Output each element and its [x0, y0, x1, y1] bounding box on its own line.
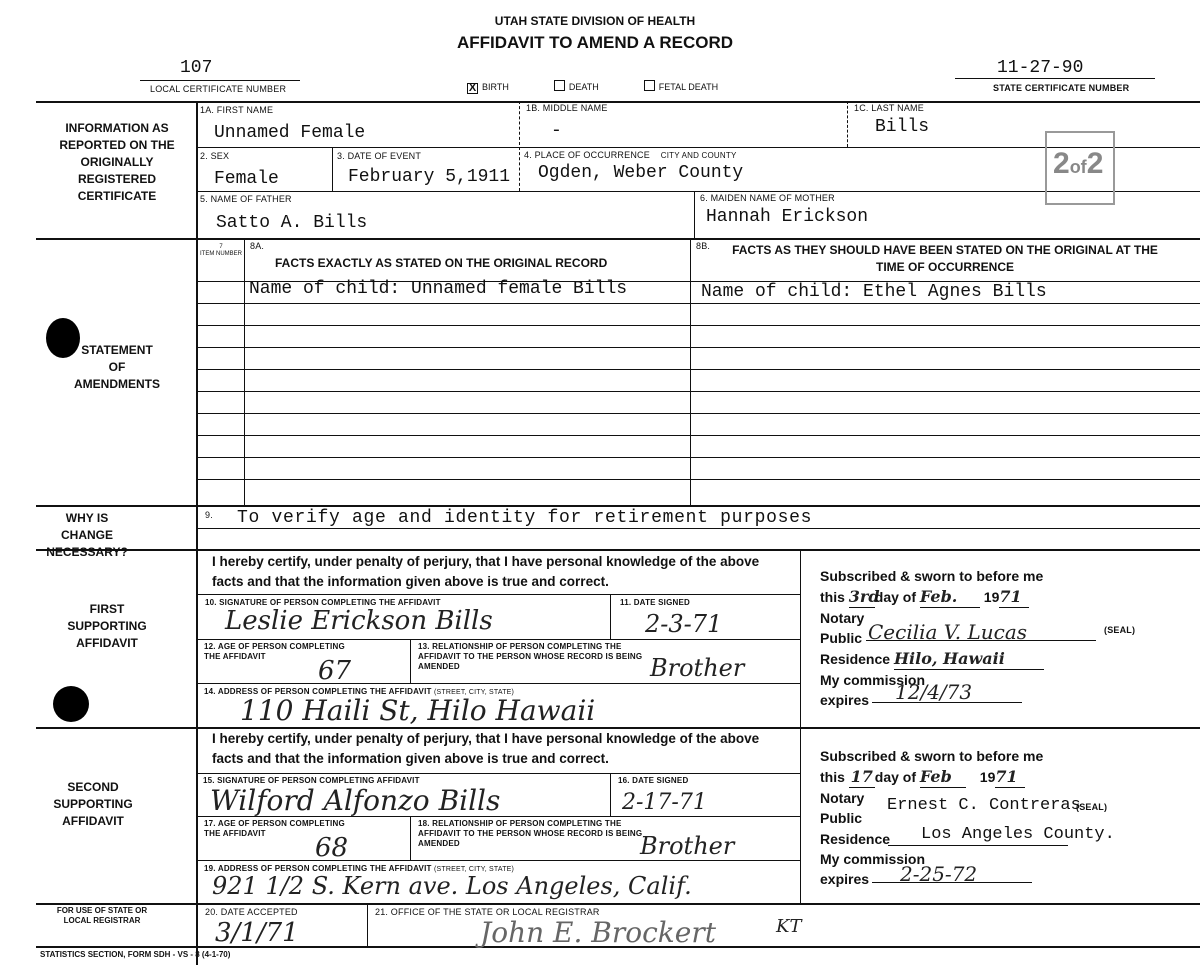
second-age-top [196, 816, 800, 817]
amend-row-line-7 [196, 435, 1200, 436]
first-affidavit-label: FIRST SUPPORTING AFFIDAVIT [67, 602, 147, 650]
sex-value: Female [214, 169, 279, 189]
col-a-number: 8A. [250, 241, 265, 251]
local-cert-label: LOCAL CERTIFICATE NUMBER [150, 84, 287, 94]
date-of-event-label: 3. DATE OF EVENT [337, 151, 422, 161]
second-signature: Wilford Alfonzo Bills [210, 784, 501, 817]
registrar-office-label: 21. OFFICE OF THE STATE OR LOCAL REGISTRAR [375, 907, 600, 917]
second-commission-value: 2-25-72 [900, 862, 978, 886]
first-notary-public: Notary Public [820, 610, 865, 646]
second-addr-label: 19. ADDRESS OF PERSON COMPLETING THE AFFIDAVIT (STREET, CITY, STATE) [204, 864, 515, 873]
orig-v3 [332, 147, 333, 191]
death-box-icon [554, 80, 565, 91]
form-title: AFFIDAVIT TO AMEND A RECORD [456, 33, 734, 52]
first-notary-subscribed: Subscribed & sworn to before me [820, 568, 1044, 584]
second-age-label: 17. AGE OF PERSON COMPLETING THE AFFIDAVIT [204, 819, 345, 838]
first-age-label: 12. AGE OF PERSON COMPLETING THE AFFIDAVIT [204, 642, 345, 661]
second-notary-commission: My commission expires [820, 851, 926, 887]
first-notary-name-line [866, 640, 1096, 641]
date-of-event-value: February 5,1911 [348, 167, 511, 187]
amend-row-line-4 [196, 369, 1200, 370]
local-certificate-number: 107 [180, 58, 213, 78]
state-certificate-number: 11-27-90 [997, 58, 1084, 78]
birth-label: BIRTH [482, 82, 509, 92]
registrar-section-label: FOR USE OF STATE OR LOCAL REGISTRAR [56, 906, 148, 925]
amend-row-line-5 [196, 391, 1200, 392]
middle-name-label: 1B. MIDDLE NAME [526, 103, 608, 113]
frame-top [36, 101, 1200, 103]
first-sig-label: 10. SIGNATURE OF PERSON COMPLETING THE AFFIDAVIT [205, 598, 441, 607]
why-number: 9. [205, 510, 213, 520]
second-notary-residence: Residence [820, 830, 891, 847]
second-relationship-value: Brother [640, 832, 735, 860]
first-name-value: Unnamed Female [214, 123, 366, 143]
first-date-divider [610, 594, 611, 639]
second-sig-label: 15. SIGNATURE OF PERSON COMPLETING AFFIDAVIT [203, 776, 420, 785]
first-addr-label: 14. ADDRESS OF PERSON COMPLETING THE AFFIDAVIT (STREET, CITY, STATE) [204, 687, 515, 696]
amend-original-text: Name of child: Unnamed female Bills [249, 279, 628, 299]
first-age-top [196, 639, 800, 640]
why-underline [196, 528, 1200, 529]
second-date-value: 2-17-71 [622, 790, 707, 815]
divider-amendments [36, 505, 1200, 507]
col-b-title: FACTS AS THEY SHOULD HAVE BEEN STATED ON THE ORIGINAL AT THE TIME OF OCCURRENCE [732, 243, 1158, 274]
first-notary-name: Cecilia V. Lucas [868, 620, 1028, 644]
father-label: 5. NAME OF FATHER [200, 194, 292, 204]
second-affidavit-label: SECOND SUPPORTING AFFIDAVIT [53, 780, 133, 828]
second-commission-line [872, 882, 1032, 883]
place-label-text: 4. PLACE OF OCCURRENCE [524, 150, 650, 160]
form-id: STATISTICS SECTION, FORM SDH - VS - 8 (4-1-70) [40, 950, 231, 959]
first-commission-line [872, 702, 1022, 703]
second-address-value: 921 1/2 S. Kern ave. Los Angeles, Calif. [212, 872, 692, 900]
birth-check-icon: X [468, 82, 477, 94]
death-checkbox[interactable] [554, 82, 599, 92]
divider-why [36, 549, 1200, 551]
death-label: DEATH [568, 82, 599, 92]
label-column-divider [196, 101, 198, 965]
state-cert-line [955, 78, 1155, 79]
first-addr-top [196, 683, 800, 684]
second-addr-top [196, 860, 800, 861]
second-residence-value: Los Angeles County. [921, 825, 1115, 844]
first-relationship-value: Brother [650, 654, 745, 682]
why-text: To verify age and identity for retirement purposes [237, 508, 813, 528]
first-rel-label: 13. RELATIONSHIP OF PERSON COMPLETING THE AFFIDAVIT TO THE PERSON WHOSE RECORD IS BEING AMENDED [418, 642, 643, 671]
second-notary-public: Notary Public [820, 790, 865, 826]
amend-row-line-9 [196, 479, 1200, 480]
second-rel-divider [410, 816, 411, 860]
first-notary-date-line: this 3rdday of Feb. 1971 [820, 587, 1180, 609]
sex-label: 2. SEX [200, 151, 230, 161]
first-rel-divider [410, 639, 411, 683]
amend-corrected-text: Name of child: Ethel Agnes Bills [701, 282, 1047, 302]
second-notary-divider [800, 727, 801, 903]
first-notary-divider [800, 549, 801, 727]
punch-hole-icon [53, 686, 89, 722]
second-seal-label: (SEAL) [1076, 802, 1108, 812]
first-notary-commission: My commission expires [820, 672, 926, 708]
registrar-initials: KT [776, 916, 802, 937]
registrar-divider [367, 903, 368, 946]
amend-row-line-2 [196, 325, 1200, 326]
date-accepted-label: 20. DATE ACCEPTED [205, 907, 298, 917]
second-date-label: 16. DATE SIGNED [618, 776, 689, 785]
first-sig-top [196, 594, 800, 595]
local-cert-line [140, 80, 300, 81]
place-label [524, 150, 737, 160]
first-notary-residence: Residence Hilo, Hawaii [820, 649, 1180, 671]
item-number-label: 7 ITEM NUMBER [200, 244, 242, 257]
second-age-value: 68 [315, 833, 349, 863]
amend-mid-col [690, 238, 691, 505]
second-certify-text: I hereby certify, under penalty of perjury, that I have personal knowledge of the above facts and that the information given above is true and correct. [212, 731, 760, 766]
punch-hole-icon [46, 318, 80, 358]
amend-row-line-1 [196, 303, 1200, 304]
first-date-label: 11. DATE SIGNED [620, 598, 690, 607]
first-name-label: 1A. FIRST NAME [200, 105, 274, 115]
orig-v1 [519, 101, 520, 191]
page-stamp-text: 2of2 [1053, 147, 1104, 180]
divider-original [36, 238, 1200, 240]
second-residence-line [888, 845, 1068, 846]
date-accepted-value: 3/1/71 [215, 918, 299, 948]
agency-name: UTAH STATE DIVISION OF HEALTH [494, 14, 696, 28]
first-commission-value: 12/4/73 [895, 680, 973, 704]
amend-row-line-3 [196, 347, 1200, 348]
divider-second-affidavit [36, 903, 1200, 905]
place-sub-label: CITY AND COUNTY [660, 151, 737, 160]
why-section-label: WHY IS CHANGE NECESSARY? [46, 511, 128, 559]
registrar-signature: John E. Brockert [480, 916, 716, 949]
amend-row-line-8 [196, 457, 1200, 458]
mother-value: Hannah Erickson [706, 207, 869, 227]
col-a-title: FACTS EXACTLY AS STATED ON THE ORIGINAL RECORD [275, 256, 608, 270]
second-sig-top [196, 773, 800, 774]
amendments-section-label: STATEMENT OF AMENDMENTS [74, 343, 160, 391]
first-address-value: 110 Haili St, Hilo Hawaii [240, 694, 596, 727]
second-date-divider [610, 773, 611, 816]
amend-row-line-6 [196, 413, 1200, 414]
place-value: Ogden, Weber County [538, 163, 744, 183]
middle-name-value: - [551, 121, 562, 141]
first-signature: Leslie Erickson Bills [225, 606, 493, 636]
amend-item-col [244, 238, 245, 505]
second-notary-date-line: this 17 day of Feb 1971 [820, 767, 1043, 789]
last-name-label: 1C. LAST NAME [854, 103, 924, 113]
fetal-death-box-icon [644, 80, 655, 91]
fetal-death-checkbox[interactable] [644, 82, 718, 92]
second-notary-name: Ernest C. Contreras [887, 796, 1081, 815]
second-notary-subscribed: Subscribed & sworn to before me [820, 748, 1044, 764]
orig-v2 [847, 101, 848, 147]
state-cert-label: STATE CERTIFICATE NUMBER [993, 83, 1130, 93]
col-b-number: 8B. [696, 241, 711, 251]
first-age-value: 67 [318, 656, 352, 686]
first-certify-text: I hereby certify, under penalty of perjury, that I have personal knowledge of the above facts and that the information given above is true and correct. [212, 554, 760, 589]
original-section-label: INFORMATION AS REPORTED ON THE ORIGINALLY REGISTERED CERTIFICATE [59, 121, 175, 203]
page-stamp [1045, 131, 1115, 205]
first-seal-label: (SEAL) [1104, 625, 1136, 635]
orig-v4 [694, 191, 695, 238]
last-name-value: Bills [875, 117, 930, 137]
birth-checkbox[interactable] [467, 82, 509, 92]
fetal-death-label: FETAL DEATH [658, 82, 719, 92]
second-rel-label: 18. RELATIONSHIP OF PERSON COMPLETING THE AFFIDAVIT TO THE PERSON WHOSE RECORD IS BEING AMENDED [418, 819, 643, 848]
father-value: Satto A. Bills [216, 213, 368, 233]
record-type-checkboxes [467, 80, 718, 94]
mother-label: 6. MAIDEN NAME OF MOTHER [700, 193, 835, 203]
first-date-value: 2-3-71 [645, 610, 723, 638]
